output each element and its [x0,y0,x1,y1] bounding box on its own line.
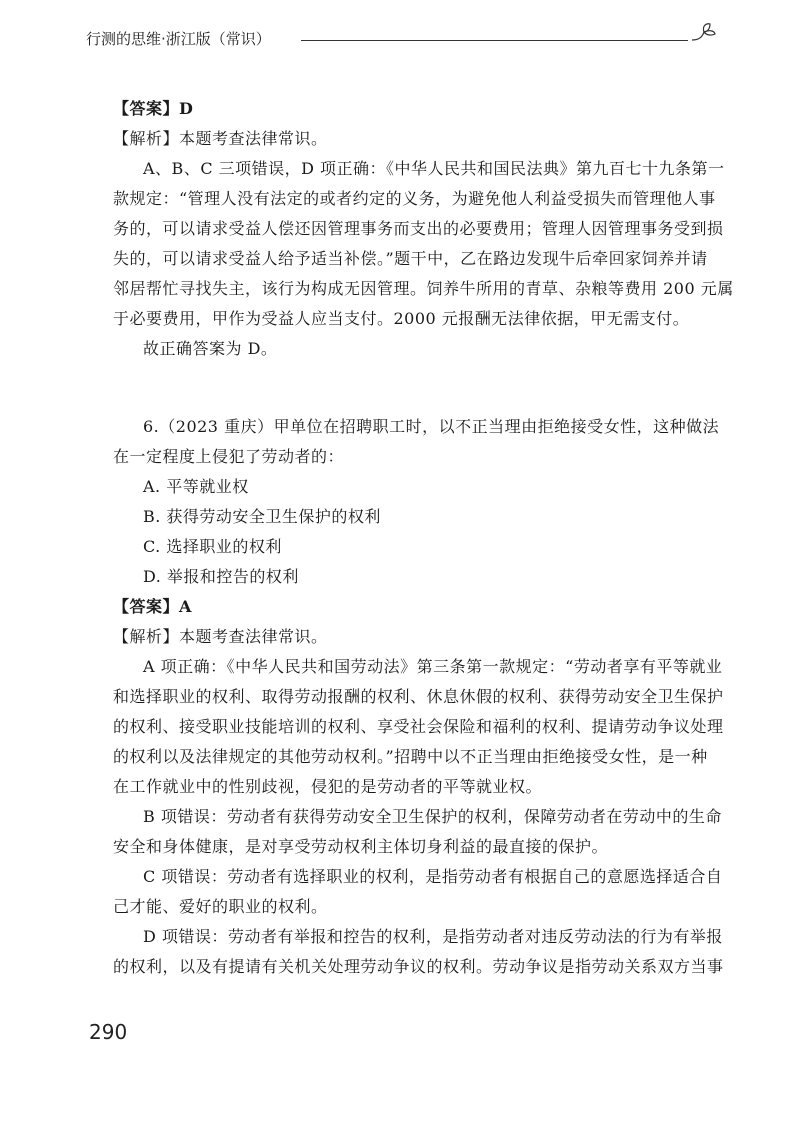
option-d: D. 举报和控告的权利 [143,567,299,586]
answer-label: 【答案】D [113,99,194,118]
option-b: B. 获得劳动安全卫生保护的权利 [143,507,381,526]
answer-label: 【答案】A [113,597,192,616]
analysis-paragraph-d: D 项错误：劳动者有举报和控告的权利，是指劳动者对违反劳动法的行为有举报 的权利，以及有提请有关机关处理劳动争议的权利。劳动争议是指劳动关系双方当事 [113,927,724,976]
running-header [86,26,718,50]
option-c: C. 选择职业的权利 [143,537,282,556]
analysis-paragraph-a: A 项正确：《中华人民共和国劳动法》第三条第一款规定：“劳动者享有平等就业 和选择职业的权利、取得劳动报酬的权利、休息休假的权利、获得劳动安全卫生保护 的权利、接受职业技能培训的权利、享受社会保险和福利的权利、提请劳动争议处理 的权利以及法律规定的其他劳动权利。”招聘中以不正当理由拒绝接受女性，是一种 在工作就业中的性别歧视，侵犯的是劳动者的平等就业权。 [113,657,724,796]
conclusion: 故正确答案为 D。 [143,339,278,358]
analysis-intro: 【解析】本题考查法律常识。 [113,627,328,646]
question-stem: 6.（2023 重庆）甲单位在招聘职工时，以不正当理由拒绝接受女性，这种做法 在一定程度上侵犯了劳动者的： [113,417,720,466]
analysis-paragraph-c: C 项错误：劳动者有选择职业的权利，是指劳动者有根据自己的意愿选择适合自 己才能、爱好的职业的权利。 [113,867,723,916]
leaf-sprout-icon [688,20,718,50]
option-a: A. 平等就业权 [143,477,249,496]
header-rule [301,40,688,41]
option-list [113,472,713,592]
analysis-intro: 【解析】本题考查法律常识。 [113,129,328,148]
analysis-paragraph-b: B 项错误：劳动者有获得劳动安全卫生保护的权利，保障劳动者在劳动中的生命 安全和身体健康，是对享受劳动权利主体切身利益的最直接的保护。 [113,807,722,856]
page-number: 290 [89,1020,128,1044]
page-body [113,94,734,982]
book-title: 行测的思维·浙江版（常识） [86,28,277,49]
analysis-paragraph: A、B、C 三项错误，D 项正确：《中华人民共和国民法典》第九百七十九条第一 款规定：“管理人没有法定的或者约定的义务，为避免他人利益受损失而管理他人事 务的，可以请求受益人偿还因管理事务而支出的必要费用；管理人因管理事务受到损 失的，可以请求受益人给予适当补偿。”题干中，乙在路边发现牛后牵回家饲养并请 邻居帮忙寻找失主，该行为构成无因管理。饲养牛所用的青草、杂粮等费用 200 元属 于必要费用，甲作为受益人应当支付。2000 元报酬无法律依据，甲无需支付。 [113,159,734,328]
